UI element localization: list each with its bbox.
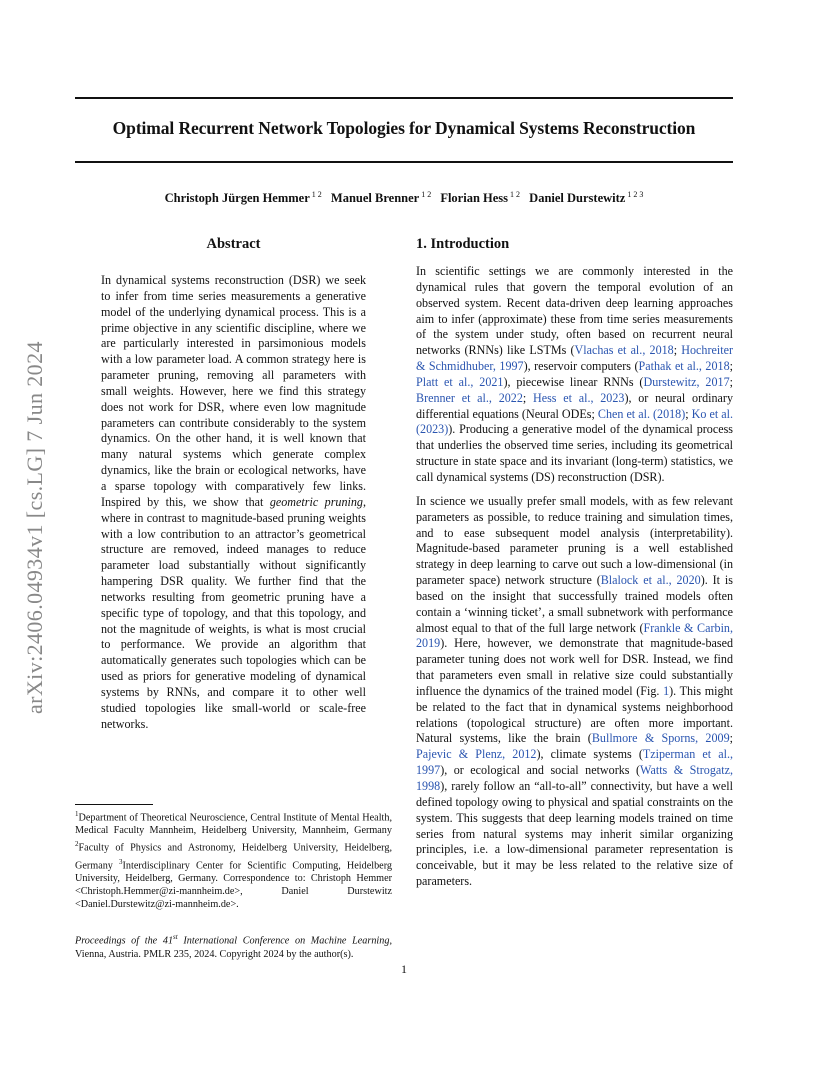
text-run: ), piecewise linear RNNs ( <box>503 374 644 389</box>
citation-link[interactable]: Vlachas et al., 2018 <box>574 343 674 358</box>
figure-link[interactable]: 1 <box>663 683 670 698</box>
introduction-heading: 1. Introduction <box>416 236 510 252</box>
text-run: ), or neural ordinary differential equations (Neural ODEs; <box>416 390 734 421</box>
text-run: ). Here, however, we demonstrate that magnitude-based parameter tuning does not work well for DSR. Instead, we find that parameters even small in relative size could substantially influence the dynamics of the trained model (Fig. <box>416 636 733 698</box>
text-run: ; <box>673 343 682 358</box>
abstract-emphasis: geometric pruning <box>269 494 363 509</box>
text-run: ; <box>729 731 733 746</box>
citation-link[interactable]: Pathak et al., 2018 <box>638 359 730 374</box>
proceedings-number: 41 <box>162 935 174 947</box>
author-affiliation: 1 2 3 <box>627 190 644 199</box>
footnote-text: Interdisciplinary Center for Scientific Computing, Heidelberg University, Heidelberg, Germany. Correspondence to: Christoph Hemmer <Christoph.Hemmer@zi-mannheim.de>, Daniel Durstewitz <Daniel.Durstewitz@zi-mannheim.de>. <box>75 859 392 910</box>
author-list <box>75 190 733 206</box>
text-run: ), rarely follow an “all-to-all” connectivity, but have a well defined topology owing to physical and spatial constraints on the system. This suggests that deep learning models trained on time series from natural systems may inherit similar organizing principles, i.e. a low-dimensional parameter representation is conceivable, but it may be less related to the relative size of parameters. <box>416 779 733 889</box>
text-run: ; <box>729 374 733 389</box>
introduction-body <box>416 264 733 898</box>
citation-link[interactable]: Ko et al. (2023) <box>416 406 733 437</box>
author-affiliation: 1 2 <box>421 190 432 199</box>
author-name: Manuel Brenner <box>330 191 420 206</box>
arxiv-identifier[interactable]: arXiv:2406.04934v1 [cs.LG] 7 Jun 2024 <box>22 341 47 715</box>
text-run: ; <box>685 406 692 421</box>
page-number: 1 <box>401 962 407 976</box>
citation-link[interactable]: Pajevic & Plenz, 2012 <box>416 747 537 762</box>
citation-link[interactable]: Hess et al., 2023 <box>533 390 625 405</box>
text-run: ). Producing a generative model of the dynamical process that underlies the observed time series, including its geometrical structure in state space and its invariant (long-term) statistics, we call dynamical systems (DS) reconstruction (DSR). <box>416 422 733 484</box>
abstract-text <box>101 273 366 732</box>
proceedings-ordinal: st <box>173 933 178 941</box>
footnote-rule <box>75 804 153 805</box>
footnote-mark: 1 <box>75 810 79 818</box>
citation-link[interactable]: Frankle & Carbin, 2019 <box>416 620 733 651</box>
text-run: In scientific settings we are commonly interested in the dynamical rules that govern the temporal evolution of an observed system. Recent data-driven deep learning approaches aim to infer (approximate) these from time series measurements of the system under study, often based on recurrent neural networks (RNNs) like LSTMs ( <box>416 264 733 358</box>
intro-paragraph-1 <box>416 264 733 486</box>
text-run: ), reservoir computers ( <box>523 359 639 374</box>
author-affiliation: 1 2 <box>311 190 322 199</box>
proceedings-venue: International Conference on Machine Learning <box>177 935 390 947</box>
abstract-heading: Abstract <box>206 236 261 252</box>
text-run: In science we usually prefer small models, with as few relevant parameters as possible, to reduce training and simulation times, and to ease subsequent model analysis (interpretability). Magnitude-based parameter pruning is a well established strategy in deep learning to carve out such a low-dimensional (in parameter space) network structure ( <box>416 493 733 588</box>
title-rule-top <box>75 97 733 99</box>
proceedings-details: , Vienna, Austria. PMLR 235, 2024. Copyright 2024 by the author(s). <box>75 935 392 960</box>
author-hemmer <box>165 191 322 205</box>
footnote-text: Department of Theoretical Neuroscience, Central Institute of Mental Health, Medical Faculty Mannheim, Heidelberg University, Mannheim, Germany <box>75 812 392 837</box>
paper-title: Optimal Recurrent Network Topologies for Dynamical Systems Reconstruction <box>112 118 696 138</box>
author-durstewitz <box>529 191 643 205</box>
citation-link[interactable]: Platt et al., 2021 <box>416 374 504 389</box>
text-run: ). It is based on the insight that successfully trained models often contain a ‘winning ticket’, a small subnetwork with performance almost equal to that of the full large network ( <box>416 573 733 635</box>
author-name: Florian Hess <box>440 191 509 206</box>
author-brenner <box>331 191 431 205</box>
citation-link[interactable]: Durstewitz, 2017 <box>643 374 730 389</box>
footnote-mark: 2 <box>75 840 79 849</box>
citation-link[interactable]: Brenner et al., 2022 <box>416 390 523 405</box>
title-rule-bottom <box>75 161 733 163</box>
intro-paragraph-2 <box>416 494 733 890</box>
proceedings-note <box>75 931 392 961</box>
citation-link[interactable]: Hochreiter & Schmidhuber, 1997 <box>416 343 733 374</box>
text-run: ; <box>522 390 533 405</box>
author-hess <box>440 191 520 205</box>
proceedings-lead: Proceedings of the <box>75 935 163 947</box>
text-run: ), or ecological and social networks ( <box>440 763 641 778</box>
abstract-text-part: , where in contrast to magnitude-based pruning weights with a low contribution to an attractor’s geometrical structure are removed, indeed manages to reduce parameter load substantially without significantly hampering DSR quality. We further find that the networks resulting from geometric pruning have a specific type of topology, and that this topology, and not the magnitude of weights, is what is most crucial to performance. We provide an algorithm that automatically generates such topologies which can be used as priors for generative modeling of dynamical systems by RNNs, and compare it to other well studied topologies like small-world or scale-free networks. <box>101 494 366 731</box>
footnote-mark: 3 <box>119 857 123 866</box>
author-affiliation: 1 2 <box>510 190 521 199</box>
text-run: ; <box>729 359 733 374</box>
citation-link[interactable]: Blalock et al., 2020 <box>600 573 701 588</box>
citation-link[interactable]: Tziperman et al., 1997 <box>416 747 734 778</box>
author-name: Daniel Durstewitz <box>529 191 626 206</box>
author-name: Christoph Jürgen Hemmer <box>164 191 310 206</box>
citation-link[interactable]: Chen et al. (2018) <box>597 406 686 421</box>
citation-link[interactable]: Bullmore & Sporns, 2009 <box>591 731 730 746</box>
citation-link[interactable]: Watts & Strogatz, 1998 <box>416 763 733 793</box>
text-run: ). This might be related to the fact that in dynamical systems neighborhood relations (topological structure) are often more important. Natural systems, like the brain ( <box>416 683 733 746</box>
affiliations-footnote <box>75 808 392 912</box>
footnote-text: Faculty of Physics and Astronomy, Heidelberg University, Heidelberg, Germany <box>75 842 392 871</box>
abstract-text-part: In dynamical systems reconstruction (DSR) we seek to infer from time series measurements a generative model of the underlying dynamical process. This is a prime objective in any scientific discipline, where we are particularly interested in parsimonious models with a low parameter load. A common strategy here is parameter pruning, removing all parameters with small weights. However, here we find this strategy does not work for DSR, where even low magnitude parameters can contribute considerably to the system dynamics. On the other hand, it is well known that many natural systems which generate complex dynamics, like the brain or ecological networks, have a sparse topology with comparatively few links. Inspired by this, we show that <box>101 273 366 509</box>
text-run: ), climate systems ( <box>536 747 643 762</box>
